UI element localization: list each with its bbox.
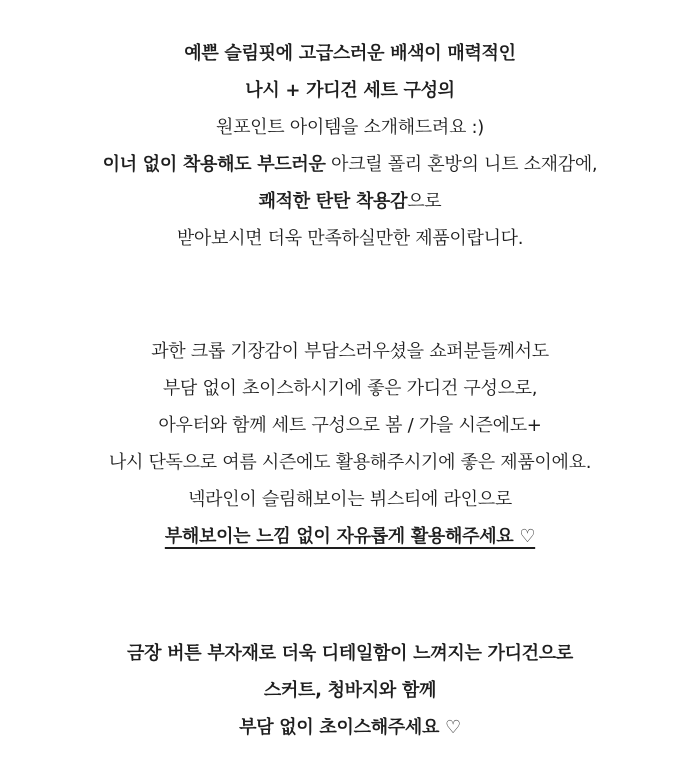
text-line: 원포인트 아이템을 소개해드려요 :) [216,117,484,138]
bold-text: 쾌적한 탄탄 착용감 [258,191,408,212]
text-line: 과한 크롭 기장감이 부담스러우셨을 쇼퍼분들께서도 [151,341,549,362]
text-line [0,518,700,555]
text-line: 나시 단독으로 여름 시즌에도 활용해주시기에 좋은 제품이에요. [108,452,592,473]
text-line: 받아보시면 더욱 만족하실만한 제품이랍니다. [176,228,524,249]
text-line [0,146,700,183]
text-line: 나시 + 가디건 세트 구성의 [245,80,455,101]
text-line: 스커트, 청바지와 함께 [263,680,437,701]
text-line: 부담 없이 초이스해주세요 ♡ [239,717,461,738]
text-line [0,183,700,220]
underlined-bold-text: 부해보이는 느낌 없이 자유롭게 활용해주세요 ♡ [164,526,536,547]
description-paragraph-1 [0,35,700,257]
regular-text: 으로 [407,191,442,212]
description-paragraph-3 [0,635,700,746]
regular-text: 아크릴 폴리 혼방의 니트 소재감에, [325,154,598,175]
text-line: 넥라인이 슬림해보이는 뷔스티에 라인으로 [188,489,512,510]
description-paragraph-2 [0,333,700,555]
bold-text: 이너 없이 착용해도 부드러운 [102,154,326,175]
text-line: 아우터와 함께 세트 구성으로 봄 / 가을 시즌에도+ [158,415,542,436]
text-line: 예쁜 슬림핏에 고급스러운 배색이 매력적인 [184,43,516,64]
text-line: 금장 버튼 부자재로 더욱 디테일함이 느껴지는 가디건으로 [127,643,573,664]
text-line: 부담 없이 초이스하시기에 좋은 가디건 구성으로, [162,378,538,399]
